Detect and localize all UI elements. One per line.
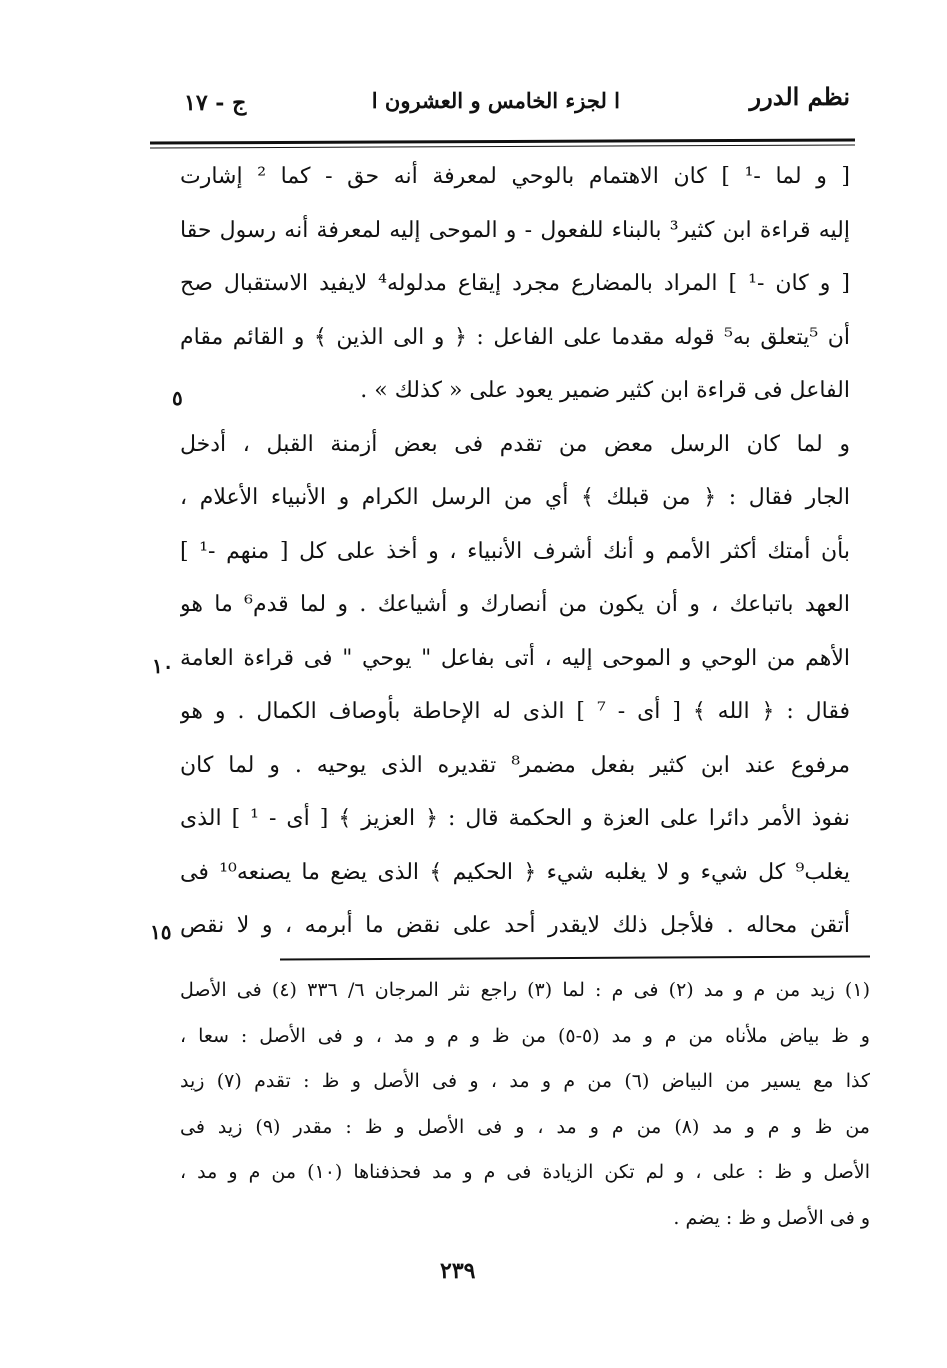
- text-line: [ و كان -¹ ] المراد بالمضارع مجرد إيقاع مدلوله⁴ لايفيد الاستقبال صح: [180, 271, 850, 296]
- text-line: فقال : ﴿ الله ﴾ [ أى - ⁷ ] الذى له الإحاطة بأوصاف الكمال . و هو: [180, 699, 850, 724]
- text-line: أتقن محاله . فلأجل ذلك لايقدر أحد على نقض ما أبرمه ، و لا نقص: [180, 913, 850, 938]
- text-line: أن ⁵يتعلق به⁵ قوله مقدما على الفاعل : ﴿ و الى الذين ﴾ و القائم مقام: [180, 324, 850, 350]
- text-line: إليه قراءة ابن كثير³ بالبناء للفعول - و الموحى إليه لمعرفة أنه رسول حقا: [180, 217, 850, 243]
- footnotes: [180, 968, 870, 1241]
- footnote-line: و فى الأصل و ظ : يضم .: [673, 1206, 870, 1229]
- footnote-line: من ظ و م و مد (٨) من م و مد ، و فى الأصل و ظ : مقدر (٩) زيد فى: [180, 1115, 870, 1138]
- volume-number: ج - ١٧: [184, 90, 247, 116]
- margin-line-number: ١٠: [152, 654, 174, 678]
- page-number: ٢٣٩: [440, 1258, 476, 1284]
- footnote-line: الأصل و ظ : على ، و لم تكن الزيادة فى م و مد فحذفناها (١٠) من م و مد ،: [180, 1161, 870, 1183]
- text-line: الأهم من الوحي و الموحى إليه ، أتى بفاعل " يوحي " فى قراءة العامة: [180, 645, 850, 671]
- book-title: نظم الدرر: [749, 82, 850, 111]
- text-line: الجار فقال : ﴿ من قبلك ﴾ أي من الرسل الكرام و الأنبياء الأعلام ،: [180, 485, 850, 510]
- header-rule-thick: [150, 138, 855, 144]
- text-line: بأن أمتك أكثر الأمم و أنك أشرف الأنبياء ، و أخذ على كل [ منهم -¹ ]: [180, 538, 850, 564]
- header-rule-thin: [150, 144, 855, 148]
- text-line: الفاعل فى قراءة ابن كثير ضمير يعود على « كذلك » .: [360, 378, 850, 403]
- margin-line-number: ١٥: [150, 920, 172, 944]
- text-line: و لما كان الرسل معض من تقدم فى بعض أزمنة القبل ، أدخل: [180, 431, 850, 457]
- text-line: العهد باتباعك ، و أن يكون من أنصارك و أشياعك . و لما قدم⁶ ما هو: [180, 592, 850, 617]
- footnote-line: كذا مع يسير من البياض (٦) من م و مد ، و فى الأصل و ظ : تقدم (٧) زيد: [180, 1070, 870, 1092]
- footnote-line: (١) زيد من م و مد (٢) فى م : لما (٣) راجع نثر المرجان ٦/ ٣٣٦ (٤) فى الأصل: [180, 979, 870, 1001]
- text-line: مرفوع عند ابن كثير بفعل مضمر⁸ تقديره الذى يوحيه . و لما كان: [180, 752, 850, 778]
- text-line: يغلب⁹ كل شيء و لا يغلبه شيء ﴿ الحكيم ﴾ الذى يضع ما يصنعه¹⁰ فى: [180, 859, 850, 885]
- main-text: [180, 150, 850, 953]
- part-title: ا لجزء الخامس و العشرون ا: [371, 88, 620, 113]
- running-header: [150, 78, 850, 128]
- margin-line-number: ٥: [172, 386, 183, 410]
- text-line: نفوذ الأمر دائرا على العزة و الحكمة قال : ﴿ العزيز ﴾ [ أى - ¹ ] الذى: [180, 806, 850, 831]
- text-line: [ و لما -¹ ] كان الاهتمام بالوحي لمعرفة أنه حق - كما ² إشارت: [180, 164, 850, 189]
- footnote-rule: [280, 955, 870, 960]
- footnote-line: و ظ بياض ملأناه من م و مد (٥-٥) من ظ و م و مد ، و فى الأصل : سعا ،: [180, 1024, 870, 1047]
